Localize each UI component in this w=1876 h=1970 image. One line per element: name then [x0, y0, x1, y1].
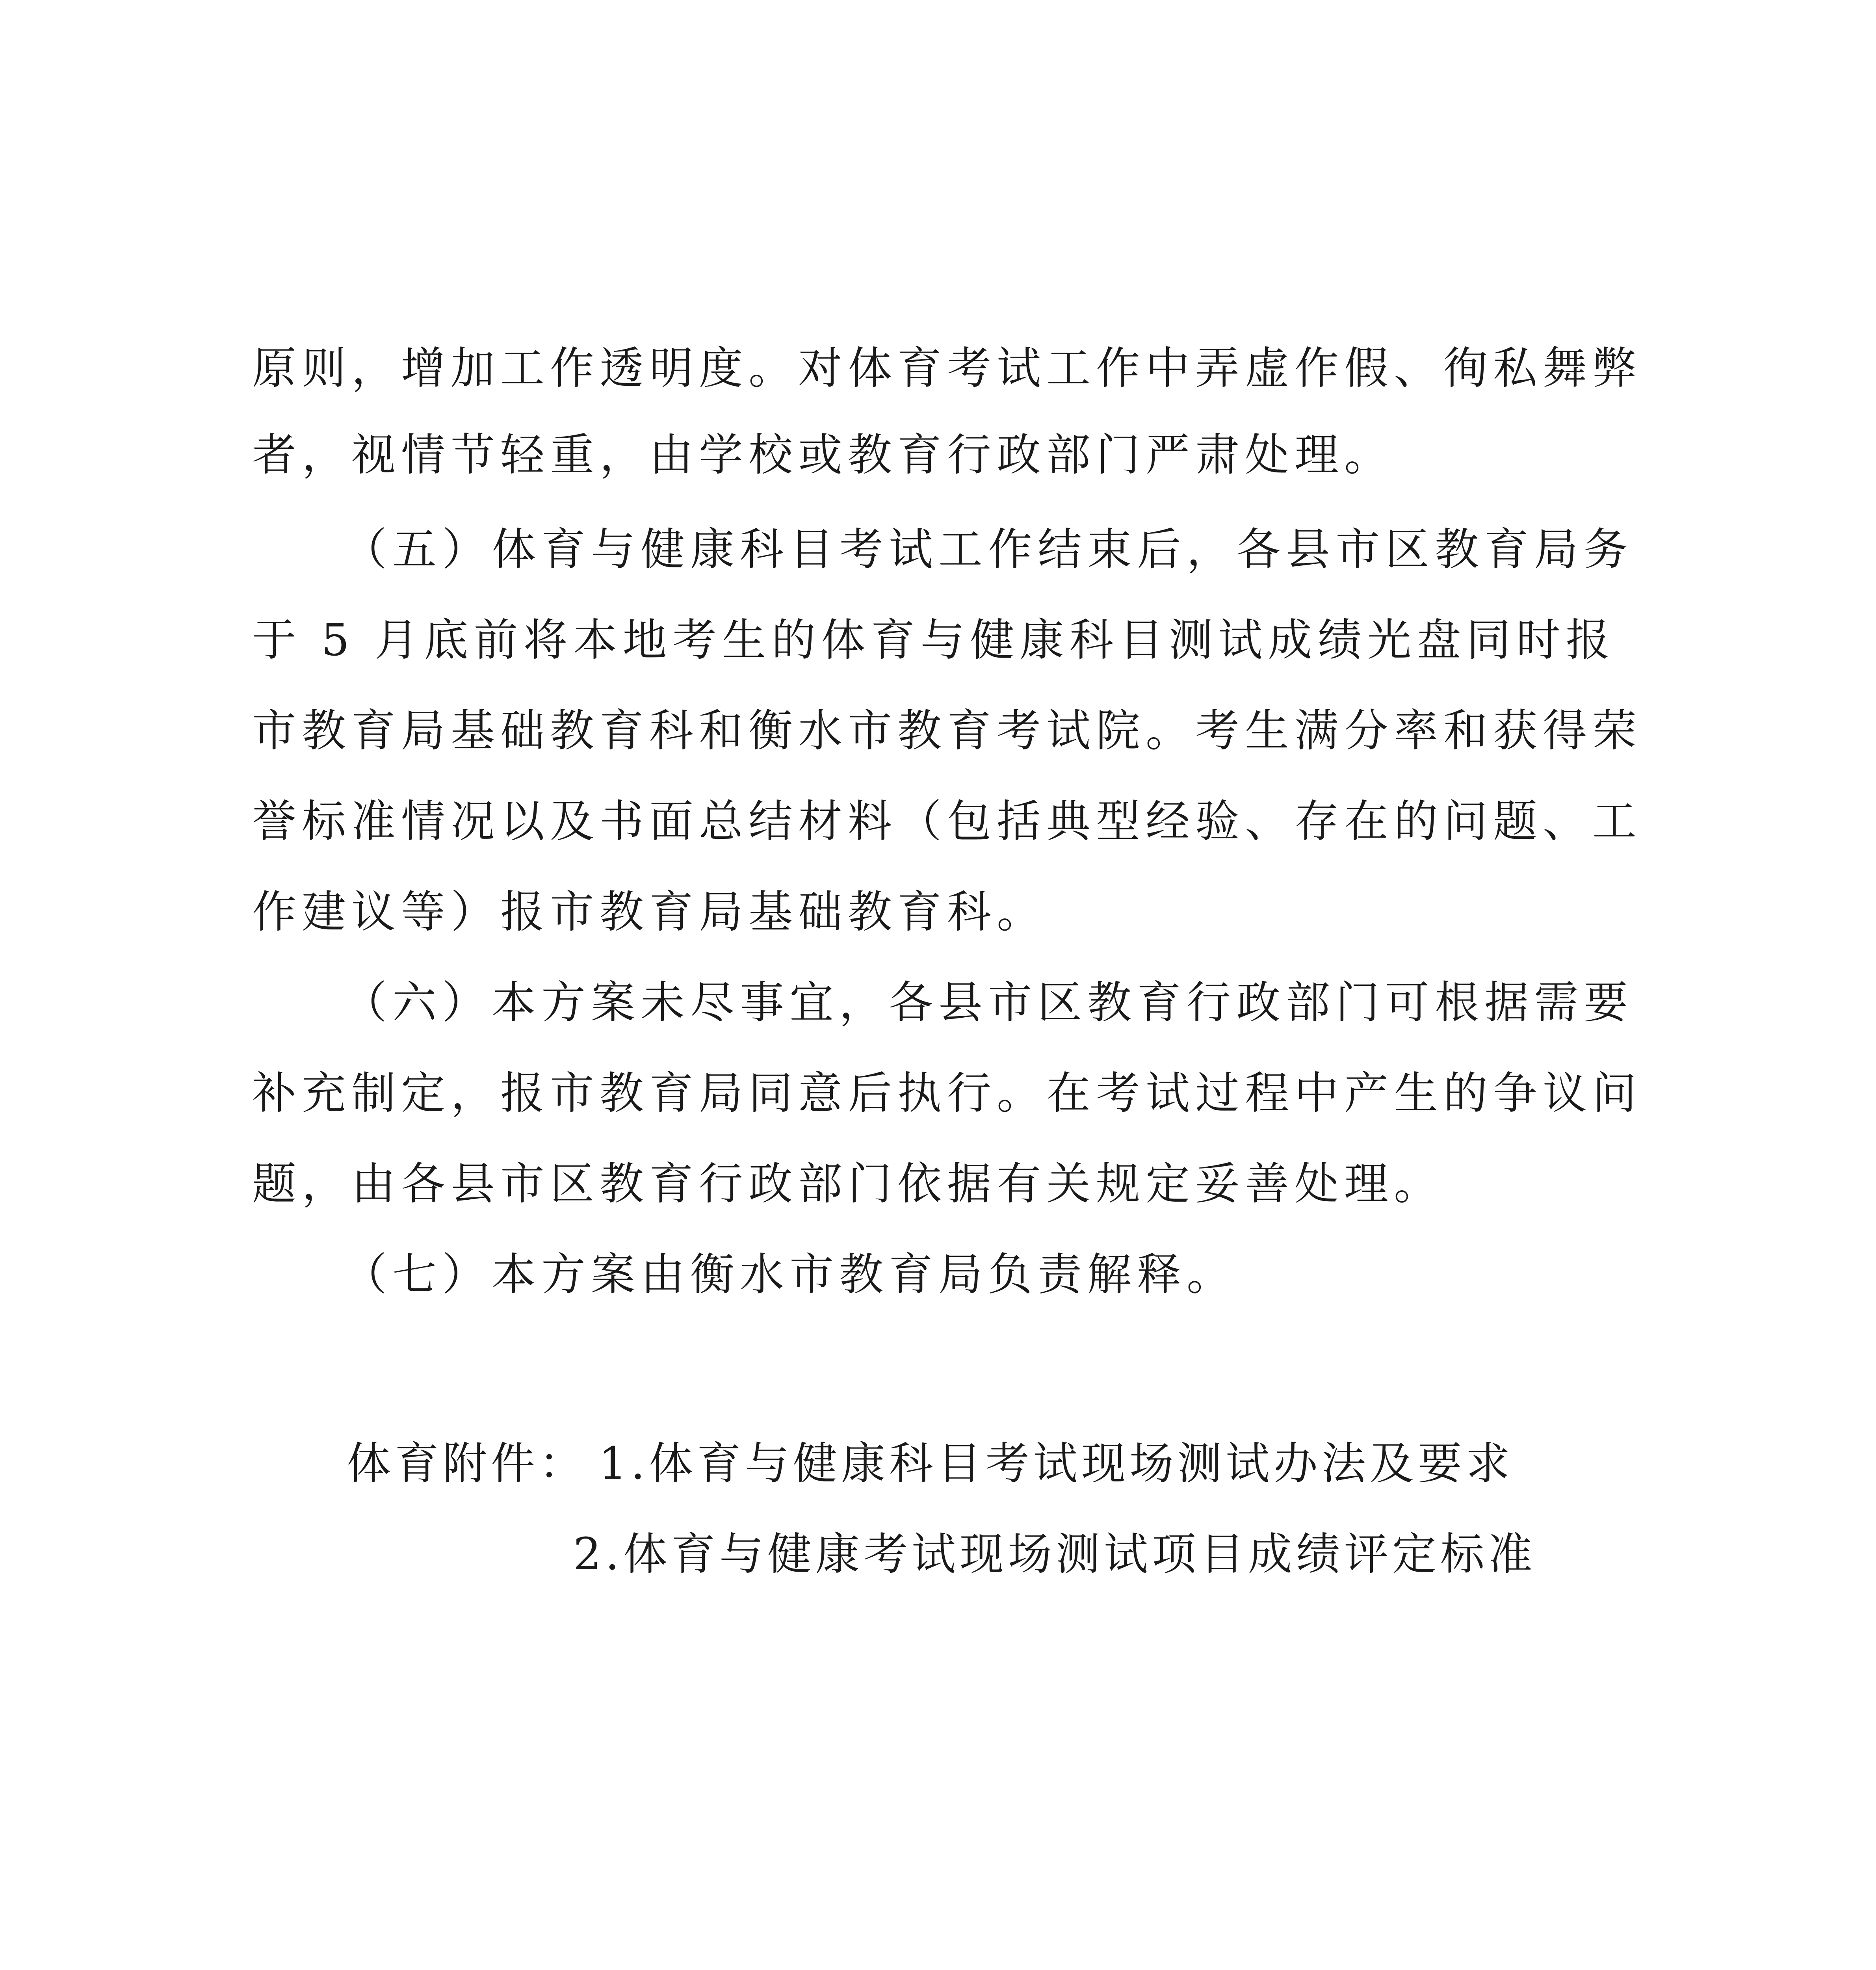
paragraph-line: 者，视情节轻重，由学校或教育行政部门严肃处理。	[252, 429, 1394, 481]
attachment-item: 1.体育与健康科目考试现场测试办法及要求	[599, 1438, 1514, 1489]
paragraph-line: （七）本方案由衡水市教育局负责解释。	[343, 1249, 1236, 1300]
paragraph-line: 市教育局基础教育科和衡水市教育考试院。考生满分率和获得荣	[252, 705, 1642, 756]
paragraph-line: 补充制定，报市教育局同意后执行。在考试过程中产生的争议问	[252, 1068, 1642, 1119]
paragraph-line: 原则，增加工作透明度。对体育考试工作中弄虚作假、徇私舞弊	[252, 343, 1642, 394]
paragraph-line: （五）体育与健康科目考试工作结束后，各县市区教育局务	[343, 524, 1633, 575]
paragraph-line: 题，由各县市区教育行政部门依据有关规定妥善处理。	[252, 1158, 1443, 1210]
paragraph-line: 作建议等）报市教育局基础教育科。	[252, 886, 1046, 938]
paragraph-line: 于 5 月底前将本地考生的体育与健康科目测试成绩光盘同时报	[252, 615, 1616, 666]
attachments-label: 体育附件：	[347, 1438, 587, 1489]
paragraph-line: 誉标准情况以及书面总结材料（包括典型经验、存在的问题、工	[252, 796, 1642, 847]
attachment-item: 2.体育与健康考试现场测试项目成绩评定标准	[573, 1529, 1536, 1580]
paragraph-line: （六）本方案未尽事宜，各县市区教育行政部门可根据需要	[343, 977, 1633, 1028]
